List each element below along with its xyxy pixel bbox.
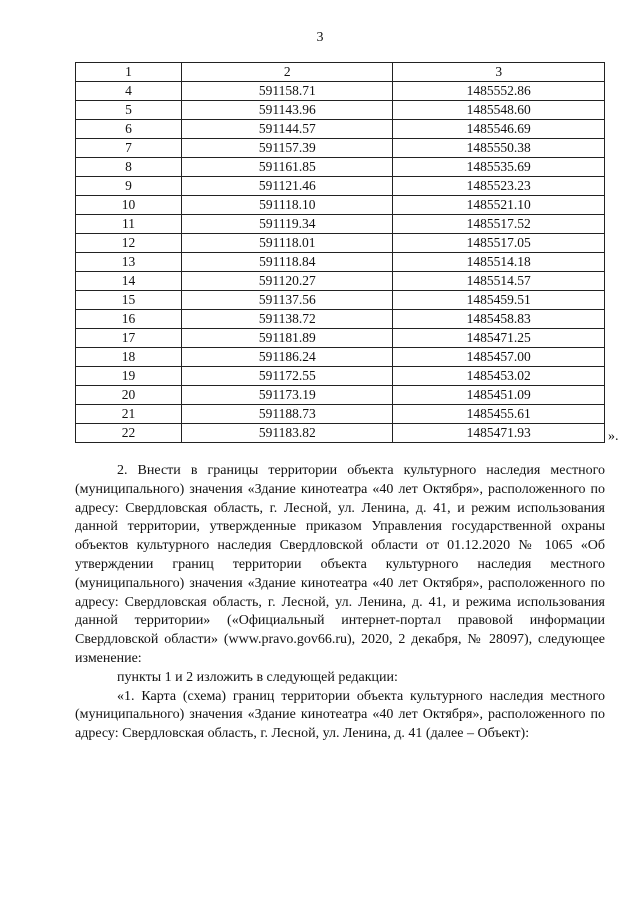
table-row <box>76 272 605 291</box>
table-cell: 591181.89 <box>182 329 393 348</box>
table-cell: 591183.82 <box>182 424 393 443</box>
table-cell: 1485523.23 <box>393 177 605 196</box>
header-cell: 1 <box>76 63 182 82</box>
table-cell: 1485514.57 <box>393 272 605 291</box>
table-cell: 21 <box>76 405 182 424</box>
table-cell: 8 <box>76 158 182 177</box>
table-cell: 591121.46 <box>182 177 393 196</box>
table-cell: 591158.71 <box>182 82 393 101</box>
table-row <box>76 348 605 367</box>
table-cell: 1485471.25 <box>393 329 605 348</box>
table-cell: 15 <box>76 291 182 310</box>
table-row <box>76 405 605 424</box>
table-header-row <box>76 63 605 82</box>
table-row <box>76 120 605 139</box>
table-cell: 20 <box>76 386 182 405</box>
paragraph-amendment: пункты 1 и 2 изложить в следующей редакции: <box>117 669 398 685</box>
table-closing-mark: ». <box>608 429 619 444</box>
table-cell: 591143.96 <box>182 101 393 120</box>
header-cell: 2 <box>182 63 393 82</box>
table-cell: 9 <box>76 177 182 196</box>
table-row <box>76 82 605 101</box>
table-cell: 1485453.02 <box>393 367 605 386</box>
body-text <box>75 462 605 744</box>
table-cell: 1485546.69 <box>393 120 605 139</box>
table-cell: 591118.01 <box>182 234 393 253</box>
table-row <box>76 291 605 310</box>
table-cell: 591120.27 <box>182 272 393 291</box>
table-row <box>76 253 605 272</box>
table-cell: 4 <box>76 82 182 101</box>
table-row <box>76 424 605 443</box>
table-cell: 5 <box>76 101 182 120</box>
table-row <box>76 139 605 158</box>
table-cell: 1485535.69 <box>393 158 605 177</box>
table-cell: 1485514.18 <box>393 253 605 272</box>
table-cell: 591186.24 <box>182 348 393 367</box>
header-cell: 3 <box>393 63 605 82</box>
table-cell: 10 <box>76 196 182 215</box>
table-cell: 1485451.09 <box>393 386 605 405</box>
table-cell: 1485517.05 <box>393 234 605 253</box>
table-cell: 591118.10 <box>182 196 393 215</box>
table-cell: 1485459.51 <box>393 291 605 310</box>
table-cell: 1485548.60 <box>393 101 605 120</box>
table-cell: 591161.85 <box>182 158 393 177</box>
table-cell: 591119.34 <box>182 215 393 234</box>
table-cell: 12 <box>76 234 182 253</box>
table-row <box>76 158 605 177</box>
table-cell: 591138.72 <box>182 310 393 329</box>
table-cell: 1485458.83 <box>393 310 605 329</box>
page-number: 3 <box>316 30 324 45</box>
table-row <box>76 310 605 329</box>
table-cell: 6 <box>76 120 182 139</box>
table-cell: 591173.19 <box>182 386 393 405</box>
table-cell: 1485455.61 <box>393 405 605 424</box>
table-row <box>76 196 605 215</box>
table-cell: 1485517.52 <box>393 215 605 234</box>
table-row <box>76 101 605 120</box>
table-cell: 1485521.10 <box>393 196 605 215</box>
table-cell: 1485457.00 <box>393 348 605 367</box>
table-cell: 18 <box>76 348 182 367</box>
table-cell: 1485471.93 <box>393 424 605 443</box>
table-cell: 14 <box>76 272 182 291</box>
table-row <box>76 234 605 253</box>
table-body <box>76 63 605 443</box>
table-cell: 591157.39 <box>182 139 393 158</box>
paragraph-item-2: 2. Внести в границы территории объекта культурного наследия местного (муниципального) значения «Здание кинотеатра «40 лет Октября», расположенного по адресу: Свердловская область, г. Лесной, ул. Ленина, д. 41, и режим использования данной территории, утвержденные приказом Управления государственной охраны объектов культурного наследия Свердловской области от 01.12.2020 № 1065 «Об утверждении границ территории объекта культурного наследия местного (муниципального) значения «Здание кинотеатра «40 лет Октября», расположенного по адресу: Свердловская область, г. Лесной, ул. Ленина, д. 41, и режима использования данной территории» («Официальный интернет-портал правовой информации Свердловской области» (www.pravo.gov66.ru), 2020, 2 декабря, № 28097), следующее изменение: <box>75 463 605 666</box>
table-cell: 16 <box>76 310 182 329</box>
table-cell: 591137.56 <box>182 291 393 310</box>
table-cell: 591144.57 <box>182 120 393 139</box>
table-cell: 17 <box>76 329 182 348</box>
table-cell: 22 <box>76 424 182 443</box>
table-cell: 591118.84 <box>182 253 393 272</box>
table-cell: 13 <box>76 253 182 272</box>
table-row <box>76 215 605 234</box>
table-cell: 7 <box>76 139 182 158</box>
table-cell: 19 <box>76 367 182 386</box>
table-cell: 1485552.86 <box>393 82 605 101</box>
table-row <box>76 386 605 405</box>
table-cell: 591188.73 <box>182 405 393 424</box>
coordinates-table <box>75 62 605 443</box>
table-row <box>76 177 605 196</box>
table-cell: 591172.55 <box>182 367 393 386</box>
table-row <box>76 367 605 386</box>
table-cell: 1485550.38 <box>393 139 605 158</box>
table-row <box>76 329 605 348</box>
table-cell: 11 <box>76 215 182 234</box>
paragraph-quoted-item-1: «1. Карта (схема) границ территории объекта культурного наследия местного (муниципального) значения «Здание кинотеатра «40 лет Октября», расположенного по адресу: Свердловская область, г. Лесной, ул. Ленина, д. 41 (далее – Объект): <box>75 688 605 742</box>
